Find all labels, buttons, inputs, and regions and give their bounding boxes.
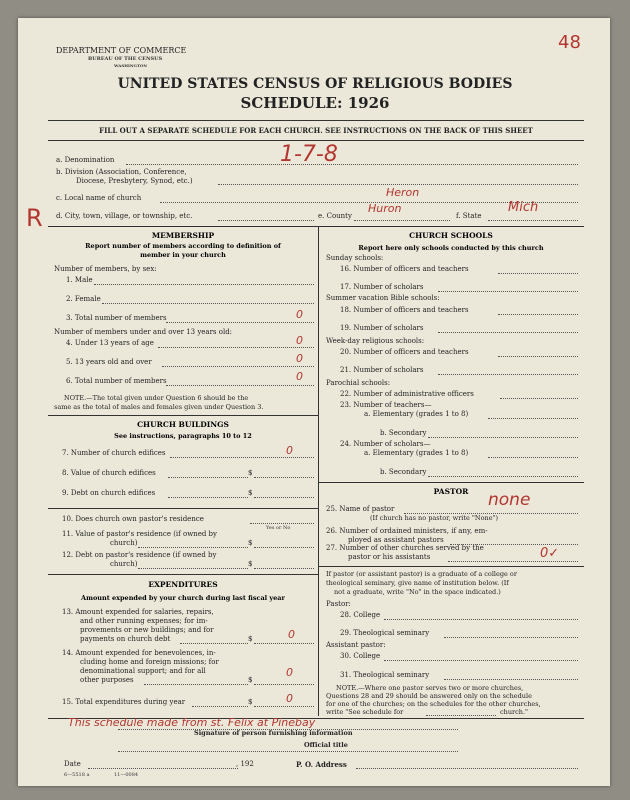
q13-answer: 0 <box>288 628 295 641</box>
q21-line <box>438 374 578 375</box>
margin-mark: R <box>26 204 43 232</box>
summer-schools-label: Summer vacation Bible schools: <box>326 294 440 302</box>
q2-label: 2. Female <box>66 295 101 303</box>
po-address-line <box>356 768 578 769</box>
q6-line <box>166 385 314 386</box>
q14-dollar: $ <box>248 676 253 684</box>
q17-line <box>438 291 578 292</box>
state-line <box>488 220 578 221</box>
q26-label: 26. Number of ordained ministers, if any, em- <box>326 527 488 535</box>
graduate-info-2: theological seminary, give name of institution below. (If <box>326 579 509 587</box>
q12-dollar: $ <box>248 560 253 568</box>
q18-line <box>498 314 578 315</box>
q8-line <box>168 477 248 478</box>
q11-line <box>138 547 248 548</box>
date-line <box>88 768 238 769</box>
pastor-note-3: for one of the churches; on the schedules for the other churches, <box>326 700 541 708</box>
q5-label: 5. 13 years old and over <box>66 358 152 366</box>
q23a-line <box>488 418 578 419</box>
q11-label: 11. Value of pastor's residence (if owned by <box>62 530 217 538</box>
print-number: 11—0084 <box>114 772 139 778</box>
divider <box>48 574 318 575</box>
column-divider <box>318 226 319 716</box>
state-label: f. State <box>456 212 482 220</box>
q22-label: 22. Number of administrative officers <box>340 390 474 398</box>
q11-label-2: church) <box>110 539 138 547</box>
divider <box>48 120 584 121</box>
membership-sub-2: member in your church <box>140 251 226 259</box>
under-over-label: Number of members under and over 13 years old: <box>54 328 233 336</box>
q29-label: 29. Theological seminary <box>340 629 430 637</box>
q4-label: 4. Under 13 years of age <box>66 339 154 347</box>
q14-label-3: denominational support; and for all <box>80 667 206 675</box>
local-name-label: c. Local name of church <box>56 194 142 202</box>
q25-label: 25. Name of pastor <box>326 505 395 513</box>
q17-label: 17. Number of scholars <box>340 283 424 291</box>
q4-line <box>158 347 314 348</box>
q10-label: 10. Does church own pastor's residence <box>62 515 204 523</box>
form-title: UNITED STATES CENSUS OF RELIGIOUS BODIES <box>117 76 513 92</box>
q31-label: 31. Theological seminary <box>340 671 430 679</box>
bureau-label: BUREAU OF THE CENSUS <box>88 56 163 62</box>
q23b-line <box>428 437 578 438</box>
q3-answer: 0 <box>296 308 303 321</box>
official-title-label: Official title <box>304 741 348 749</box>
handwritten-local-name: Heron <box>386 186 420 199</box>
q15-label: 15. Total expenditures during year <box>62 698 186 706</box>
q30-line <box>384 660 578 661</box>
q14-label-4: other purposes <box>80 676 134 684</box>
pastor-note-2: Questions 28 and 29 should be answered only on the schedule <box>326 692 532 700</box>
divider <box>48 226 584 227</box>
q24a-label: a. Elementary (grades 1 to 8) <box>364 449 469 457</box>
q5-answer: 0 <box>296 352 303 365</box>
city-label: WASHINGTON <box>114 63 148 68</box>
q8-dollar: $ <box>248 469 253 477</box>
buildings-sub: See instructions, paragraphs 10 to 12 <box>114 432 252 440</box>
q24b-line <box>428 476 578 477</box>
q31-line <box>444 679 578 680</box>
schools-sub: Report here only schools conducted by this church <box>358 244 544 252</box>
denomination-label: a. Denomination <box>56 156 115 164</box>
divider <box>318 566 584 567</box>
q9-amount-line <box>254 497 314 498</box>
divider <box>48 415 318 416</box>
census-schedule-page <box>18 18 610 786</box>
membership-heading: MEMBERSHIP <box>151 231 215 240</box>
divider <box>48 508 318 509</box>
q14-answer: 0 <box>286 666 293 679</box>
q13-dollar: $ <box>248 635 253 643</box>
form-number: 6—5518 a <box>64 772 90 778</box>
graduate-info-3: not a graduate, write "No" in the space indicated.) <box>334 588 501 596</box>
q24b-label: b. Secondary <box>380 468 427 476</box>
pastor-heading: PASTOR <box>433 487 469 496</box>
q7-line <box>170 457 314 458</box>
q27-label: 27. Number of other churches served by the <box>326 544 484 552</box>
q18-label: 18. Number of officers and teachers <box>340 306 469 314</box>
q26-label-2: ployed as assistant pastors <box>348 536 444 544</box>
po-address-label: P. O. Address <box>296 760 347 769</box>
q7-answer: 0 <box>286 444 293 457</box>
q9-dollar: $ <box>248 489 253 497</box>
parochial-schools-label: Parochial schools: <box>326 379 391 387</box>
q13-amount-line <box>254 643 314 644</box>
department-label: DEPARTMENT OF COMMERCE <box>56 46 187 55</box>
division-line <box>218 184 578 185</box>
q3-label: 3. Total number of members <box>66 314 167 322</box>
q12-label-2: church) <box>110 560 138 568</box>
q13-line <box>180 643 248 644</box>
q10-line <box>250 523 314 524</box>
q6-answer: 0 <box>296 370 303 383</box>
q27-label-2: pastor or his assistants <box>348 553 431 561</box>
q19-label: 19. Number of scholars <box>340 324 424 332</box>
q4-answer: 0 <box>296 334 303 347</box>
q15-amount-line <box>254 706 314 707</box>
q19-line <box>438 332 578 333</box>
q7-label: 7. Number of church edifices <box>62 449 166 457</box>
handwritten-state: Mich <box>508 200 539 215</box>
q1-label: 1. Male <box>66 276 93 284</box>
expenditures-heading: EXPENDITURES <box>148 580 218 589</box>
q20-line <box>498 356 578 357</box>
q16-line <box>498 273 578 274</box>
city-line <box>218 220 314 221</box>
pastor-note-4: write "See schedule for <box>326 708 404 716</box>
q9-line <box>168 497 248 498</box>
q28-label: 28. College <box>340 611 381 619</box>
q28-line <box>384 619 578 620</box>
county-line <box>354 220 450 221</box>
membership-sub-1: Report number of members according to definition of <box>85 242 281 250</box>
q20-label: 20. Number of officers and teachers <box>340 348 469 356</box>
q5-line <box>162 366 314 367</box>
q15-answer: 0 <box>286 692 293 705</box>
city-field-label: d. City, town, village, or township, etc. <box>56 212 193 220</box>
q14-label-2: cluding home and foreign missions; for <box>80 658 219 666</box>
q24-label: 24. Number of scholars— <box>340 440 431 448</box>
schedule-title: SCHEDULE: 1926 <box>240 94 390 112</box>
yes-no-hint: Yes or No <box>266 525 291 531</box>
q11-amount-line <box>254 547 314 548</box>
handwritten-county: Huron <box>368 202 402 215</box>
divider <box>318 482 584 483</box>
signature-label: Signature of person furnishing information <box>194 729 353 737</box>
q8-amount-line <box>254 477 314 478</box>
q14-amount-line <box>254 684 314 685</box>
q12-label: 12. Debt on pastor's residence (if owned by <box>62 551 217 559</box>
members-by-sex-label: Number of members, by sex: <box>54 265 157 273</box>
q27-line <box>448 561 578 562</box>
q12-amount-line <box>254 568 314 569</box>
official-title-line <box>118 751 458 752</box>
page-number: 48 <box>558 32 581 53</box>
q15-dollar: $ <box>248 698 253 706</box>
q8-label: 8. Value of church edifices <box>62 469 156 477</box>
q12-line <box>138 568 248 569</box>
q6-label: 6. Total number of members <box>66 377 167 385</box>
q21-label: 21. Number of scholars <box>340 366 424 374</box>
assistant-pastor-sublabel: Assistant pastor: <box>326 641 386 649</box>
weekday-schools-label: Week-day religious schools: <box>326 337 425 345</box>
date-label: Date <box>64 760 81 768</box>
membership-note-1: NOTE.—The total given under Question 6 should be the <box>64 394 249 402</box>
handwritten-note: This schedule made from st. Felix at Pinebay <box>68 716 316 729</box>
graduate-info-1: If pastor (or assistant pastor) is a graduate of a college or <box>326 570 517 578</box>
q23a-label: a. Elementary (grades 1 to 8) <box>364 410 469 418</box>
division-label-2: Diocese, Presbytery, Synod, etc.) <box>76 177 193 185</box>
q24a-line <box>488 457 578 458</box>
q27-answer: 0✓ <box>540 546 560 561</box>
pastor-note-5: church." <box>500 708 529 716</box>
q16-label: 16. Number of officers and teachers <box>340 265 469 273</box>
pastor-note-blank <box>426 715 496 716</box>
buildings-heading: CHURCH BUILDINGS <box>137 420 229 429</box>
q13-label-3: provements or new buildings; and for <box>80 626 214 634</box>
q23-label: 23. Number of teachers— <box>340 401 432 409</box>
q1-line <box>94 284 314 285</box>
q11-dollar: $ <box>248 539 253 547</box>
membership-note-2: same as the total of males and females given under Question 3. <box>54 403 264 411</box>
instruction-line: FILL OUT A SEPARATE SCHEDULE FOR EACH CHURCH. SEE INSTRUCTIONS ON THE BACK OF THIS SHEET <box>99 126 533 135</box>
q14-line <box>144 684 248 685</box>
sunday-schools-label: Sunday schools: <box>326 254 384 262</box>
q9-label: 9. Debt on church edifices <box>62 489 156 497</box>
q2-line <box>102 303 314 304</box>
q23b-label: b. Secondary <box>380 429 427 437</box>
pastor-note-1: NOTE.—Where one pastor serves two or more churches, <box>336 684 524 692</box>
q14-label: 14. Amount expended for benevolences, in- <box>62 649 216 657</box>
pastor-sublabel: Pastor: <box>326 600 351 608</box>
schools-heading: CHURCH SCHOOLS <box>409 231 493 240</box>
q13-label: 13. Amount expended for salaries, repairs, <box>62 608 214 616</box>
divider <box>48 140 584 141</box>
date-year: , 192 <box>236 760 254 768</box>
q22-line <box>500 398 578 399</box>
handwritten-denomination: 1-7-8 <box>280 142 338 167</box>
q3-line <box>166 322 314 323</box>
q30-label: 30. College <box>340 652 381 660</box>
q13-label-2: and other running expenses; for im- <box>80 617 208 625</box>
q13-label-4: payments on church debt <box>80 635 171 643</box>
q29-line <box>444 637 578 638</box>
q25-answer: none <box>488 490 531 510</box>
q15-line <box>192 706 248 707</box>
denomination-line <box>126 164 578 165</box>
expenditures-sub: Amount expended by your church during last fiscal year <box>81 594 285 602</box>
county-label: e. County <box>318 212 352 220</box>
q25-note: (If church has no pastor, write "None") <box>370 514 499 522</box>
division-label: b. Division (Association, Conference, <box>56 168 187 176</box>
